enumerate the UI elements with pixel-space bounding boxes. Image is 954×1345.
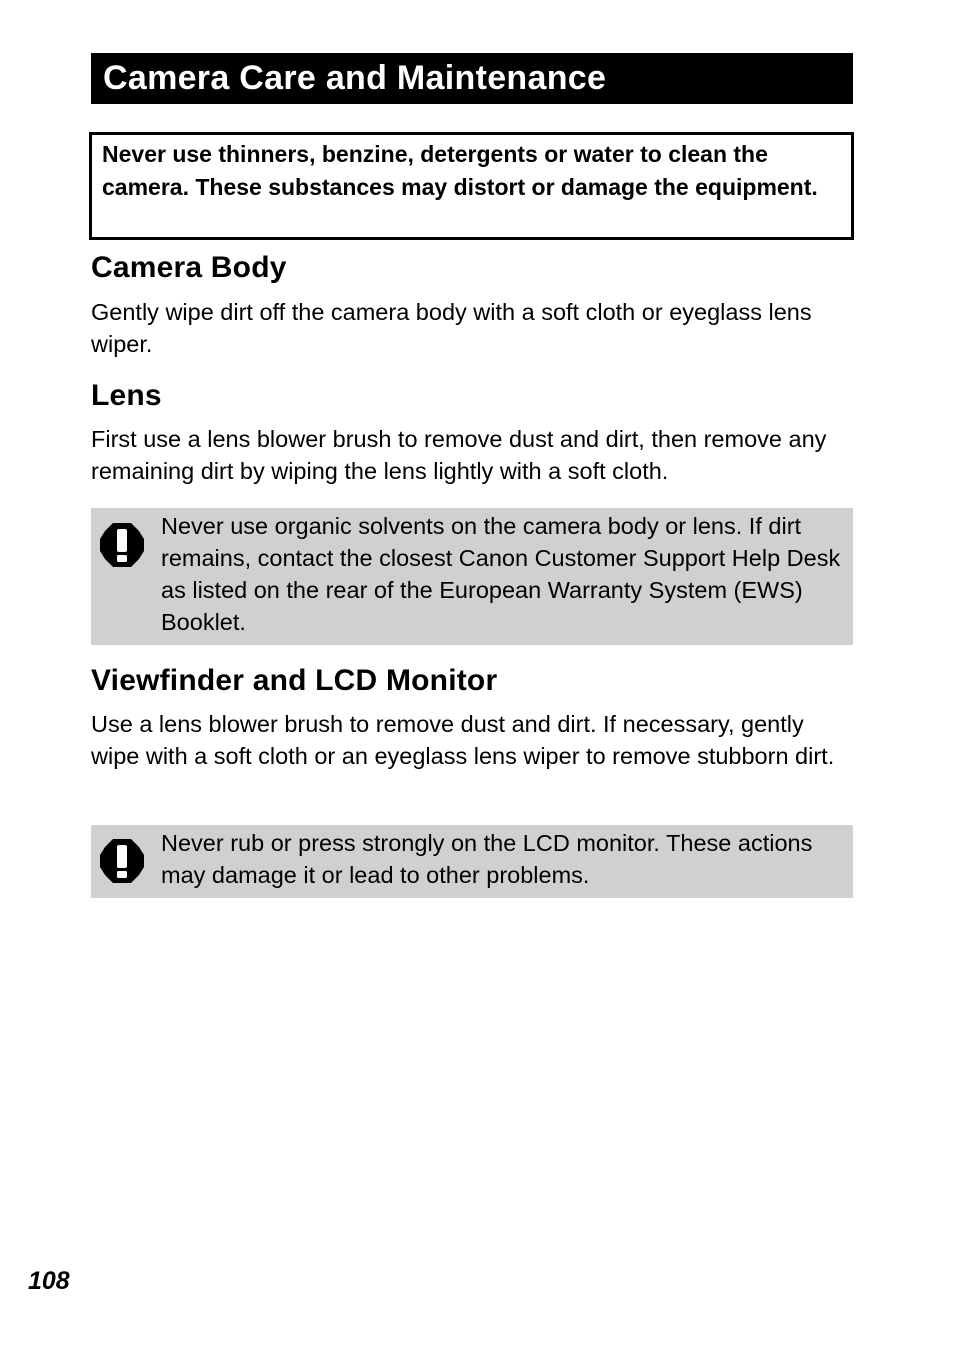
camera-body-text: Gently wipe dirt off the camera body with a soft cloth or eyeglass lens wiper. (91, 299, 812, 357)
viewfinder-lcd-text: Use a lens blower brush to remove dust and dirt. If necessary, gently wipe with a soft cloth or an eyeglass lens wiper to remove stubborn dirt. (91, 711, 835, 769)
exclamation-caution-icon (99, 522, 145, 568)
section-heading-camera-body: Camera Body (91, 251, 287, 284)
lens-caution-box (91, 508, 853, 645)
page-title: Camera Care and Maintenance (91, 53, 853, 104)
section-heading-viewfinder-lcd: Viewfinder and LCD Monitor (91, 664, 498, 697)
cleaning-warning-box: Never use thinners, benzine, detergents or water to clean the camera. These substances may distort or damage the equipment. (89, 132, 854, 240)
page-number: 108 (28, 1267, 70, 1295)
lcd-caution-box (91, 825, 853, 898)
section-heading-lens: Lens (91, 379, 162, 412)
lens-text: First use a lens blower brush to remove dust and dirt, then remove any remaining dirt by wiping the lens lightly with a soft cloth. (91, 426, 827, 484)
exclamation-caution-icon (99, 838, 145, 884)
lcd-caution-text: Never rub or press strongly on the LCD monitor. These actions may damage it or lead to other problems. (161, 830, 813, 888)
lens-caution-text: Never use organic solvents on the camera body or lens. If dirt remains, contact the closest Canon Customer Support Help Desk as listed on the rear of the European Warranty System (EWS) Booklet. (161, 513, 841, 635)
